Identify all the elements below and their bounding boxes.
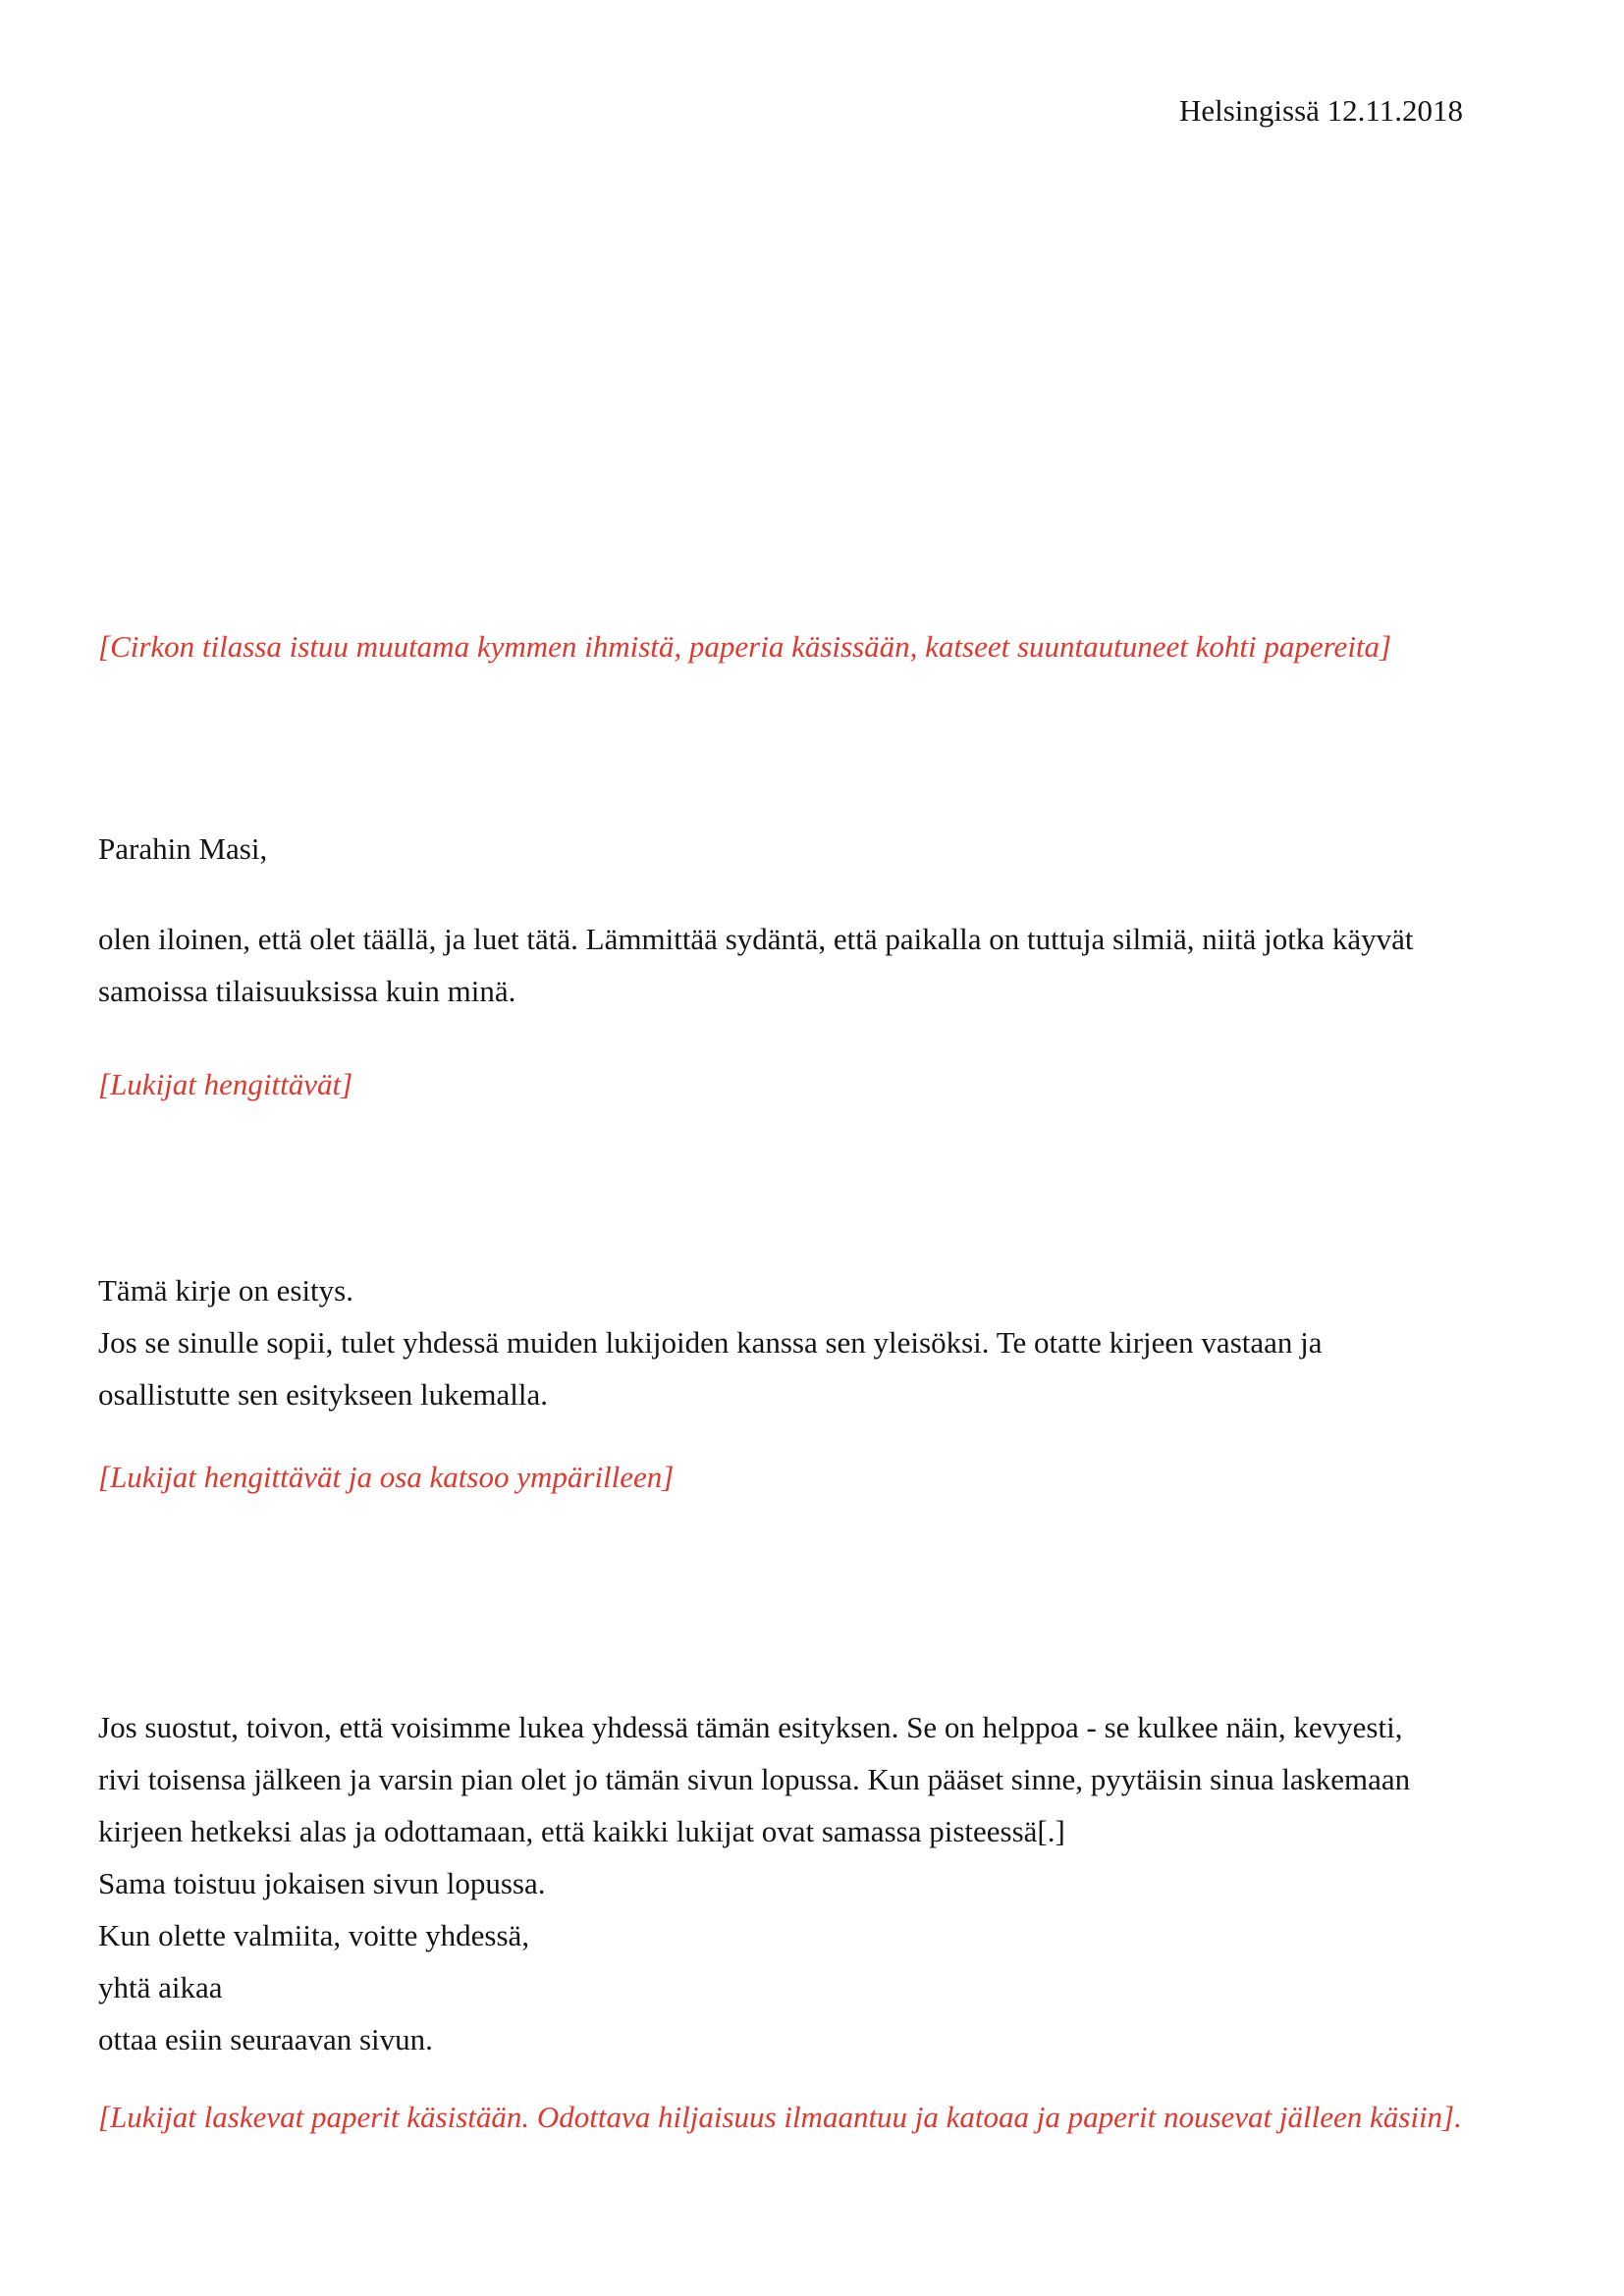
paragraph-line: Tämä kirje on esitys. xyxy=(98,1273,353,1308)
paragraph-greeting xyxy=(98,913,1413,1017)
paragraph-this-letter xyxy=(98,1264,1323,1420)
paragraph-line: rivi toisensa jälkeen ja varsin pian olet jo tämän sivun lopussa. Kun pääset sinne, pyytäisin sinua laskemaan xyxy=(98,1762,1411,1796)
stage-direction-text: [Lukijat hengittävät ja osa katsoo ympärilleen] xyxy=(98,1460,675,1494)
stage-direction-text: [Lukijat hengittävät] xyxy=(98,1067,353,1101)
dateline xyxy=(1179,84,1463,136)
salutation-text: Parahin Masi, xyxy=(98,831,268,866)
paragraph-line: Sama toistuu jokaisen sivun lopussa. xyxy=(98,1866,546,1900)
stage-direction-text: [Cirkon tilassa istuu muutama kymmen ihmistä, paperia käsissään, katseet suuntautuneet kohti papereita] xyxy=(98,629,1392,664)
paragraph-line: olen iloinen, että olet täällä, ja luet tätä. Lämmittää sydäntä, että paikalla on tuttuja silmiä, niitä jotka käyvät xyxy=(98,922,1414,956)
stage-direction-opening xyxy=(98,620,1391,672)
paragraph-line: yhtä aikaa xyxy=(98,1970,223,2004)
stage-direction-text: [Lukijat laskevat paperit käsistään. Odottava hiljaisuus ilmaantuu ja katoaa ja paperit nousevat jälleen käsiin]. xyxy=(98,2100,1462,2134)
paragraph-instructions xyxy=(98,1701,1410,2065)
paragraph-line: kirjeen hetkeksi alas ja odottamaan, että kaikki lukijat ovat samassa pisteessä[.] xyxy=(98,1814,1065,1848)
stage-direction-breath xyxy=(98,1058,352,1110)
dateline-text: Helsingissä 12.11.2018 xyxy=(1178,93,1463,128)
paragraph-line: Jos se sinulle sopii, tulet yhdessä muiden lukijoiden kanssa sen yleisöksi. Te otatte kirjeen vastaan ja xyxy=(98,1325,1323,1360)
salutation xyxy=(98,823,267,875)
paragraph-line: samoissa tilaisuuksissa kuin minä. xyxy=(98,974,516,1008)
paragraph-line: Kun olette valmiita, voitte yhdessä, xyxy=(98,1918,530,1952)
stage-direction-look-around xyxy=(98,1451,674,1503)
paragraph-line: Jos suostut, toivon, että voisimme lukea yhdessä tämän esityksen. Se on helppoa - se kulkee näin, kevyesti, xyxy=(98,1710,1403,1744)
paragraph-line: ottaa esiin seuraavan sivun. xyxy=(98,2022,433,2056)
paragraph-line: osallistutte sen esitykseen lukemalla. xyxy=(98,1377,549,1412)
stage-direction-closing xyxy=(98,2091,1462,2143)
